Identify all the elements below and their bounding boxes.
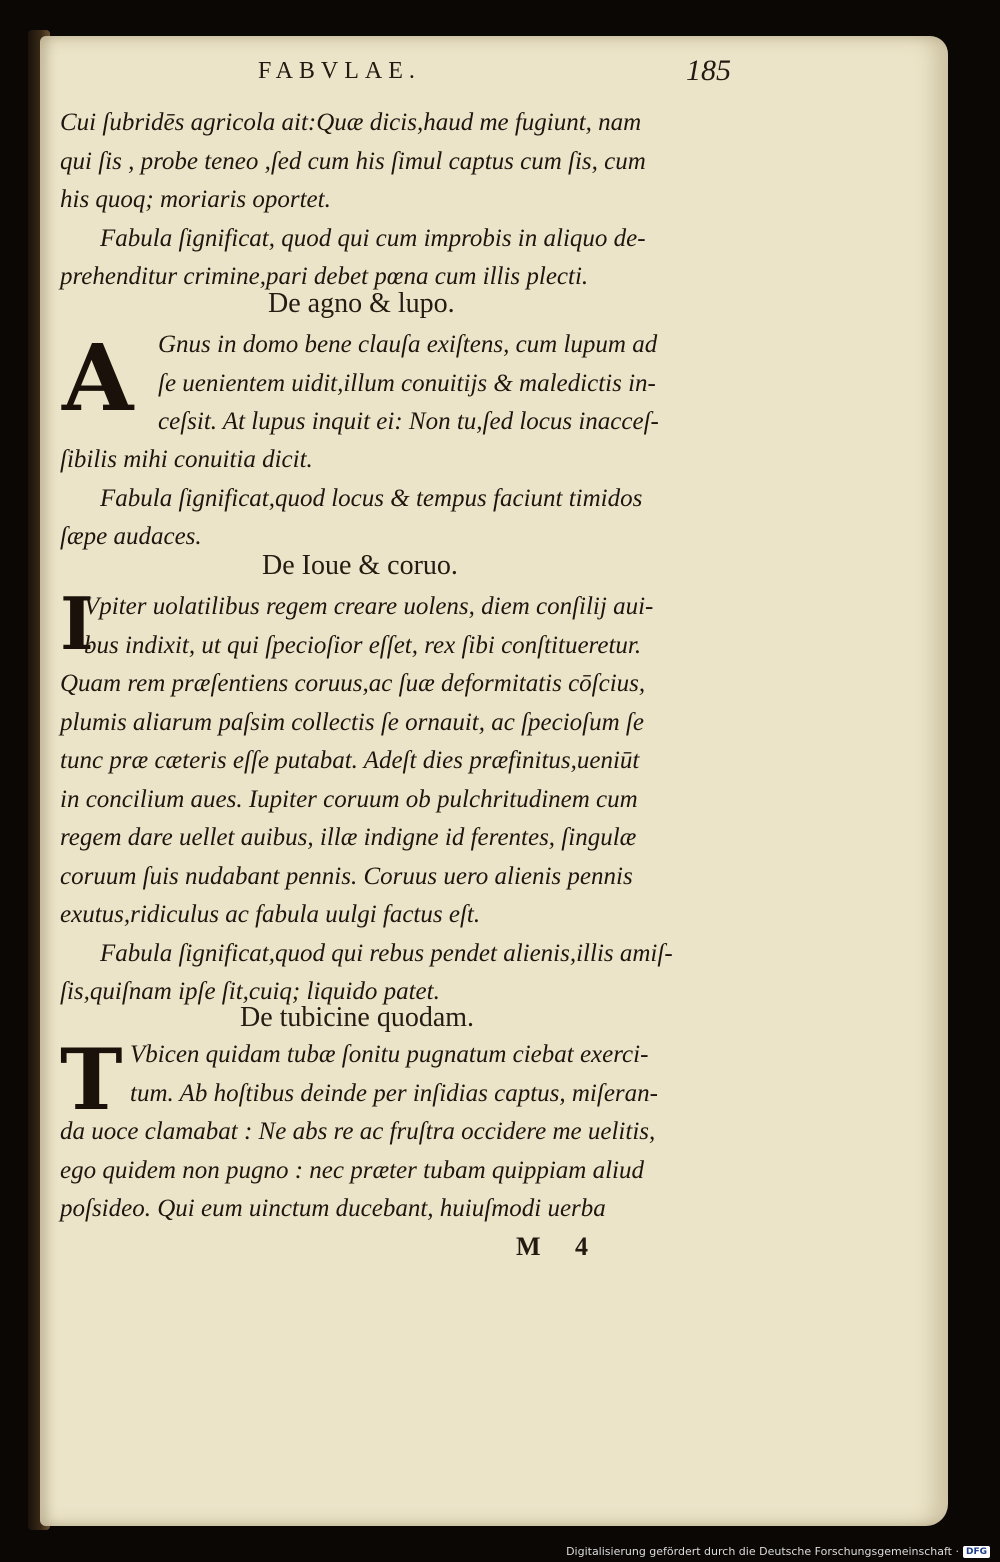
text-block-tubicine-indented [130, 1036, 726, 1113]
text-line-moral: Fabula ſignificat, quod qui cum improbis in aliquo de- [100, 224, 646, 252]
text-block-ioue [60, 665, 726, 1012]
text-line-moral: Fabula ſignificat,quod qui rebus pendet alienis,illis amiſ- [100, 939, 673, 967]
text-line-moral: Fabula ſignificat,quod locus & tempus faciunt timidos [100, 484, 643, 512]
footer-text: Digitalisierung gefördert durch die Deutsche Forschungsgemeinschaft · [566, 1545, 959, 1558]
text-line: Gnus in domo bene clauſa exiſtens, cum lupum ad [158, 331, 658, 358]
text-block-agno-indented [158, 326, 726, 442]
text-line: qui ſis , probe teneo ,ſed cum his ſimul captus cum ſis, cum [60, 147, 646, 175]
dropcap-a: A [62, 324, 134, 432]
text-block-intro [60, 104, 726, 297]
text-line: in concilium aues. Iupiter coruum ob pulchritudinem cum [60, 785, 638, 813]
dropcap-t: T [60, 1030, 123, 1129]
text-line: da uoce clamabat : Ne abs re ac fruſtra occidere me uelitis, [60, 1118, 656, 1145]
running-head: FABVLAE. [258, 58, 421, 84]
text-block-ioue-indented [84, 588, 726, 665]
text-line: plumis aliarum paſsim collectis ſe ornauit, ac ſpecioſum ſe [60, 708, 644, 736]
digitization-credit [566, 1545, 990, 1558]
text-block-tubicine [60, 1113, 726, 1229]
text-line: Vbicen quidam tubæ ſonitu pugnatum ciebat exerci- [130, 1041, 649, 1068]
text-line: Cui ſubridēs agricola ait:Quæ dicis,haud me fugiunt, nam [60, 109, 642, 136]
text-line: Quam rem præſentiens coruus,ac ſuæ deformitatis cōſcius, [60, 670, 646, 697]
text-line: ſæpe audaces. [60, 523, 202, 550]
fable-title-ioue: De Ioue & coruo. [262, 550, 458, 581]
signature-mark: M 4 [516, 1232, 589, 1261]
text-line: Vpiter uolatilibus regem creare uolens, diem conſilij aui- [84, 593, 654, 620]
text-line: ſe uenientem uidit,illum conuitijs & maledictis in- [158, 369, 656, 397]
text-line: his quoq; moriaris oportet. [60, 186, 331, 213]
dropcap-i: I [60, 581, 94, 666]
text-line: tunc præ cæteris eſſe putabat. Adeſt dies præfinitus,ueniūt [60, 747, 640, 774]
page-number: 185 [686, 54, 731, 87]
text-line: regem dare uellet auibus, illæ indigne id ferentes, ſingulæ [60, 824, 637, 851]
fable-title-agno: De agno & lupo. [268, 288, 455, 319]
fable-title-tubicine: De tubicine quodam. [240, 1002, 475, 1033]
text-line: poſsideo. Qui eum uinctum ducebant, huiuſmodi uerba [60, 1195, 606, 1222]
text-line: ſibilis mihi conuitia dicit. [60, 446, 313, 473]
text-line: ego quidem non pugno : nec præter tubam quippiam aliud [60, 1156, 644, 1184]
text-line: ceſsit. At lupus inquit ei: Non tu,ſed locus inacceſ- [158, 408, 659, 435]
text-line: prehenditur crimine,pari debet pœna cum illis plecti. [60, 263, 589, 290]
text-line: coruum ſuis nudabant pennis. Coruus uero alienis pennis [60, 862, 633, 890]
text-line: tum. Ab hoſtibus deinde per inſidias captus, miſeran- [130, 1079, 658, 1107]
text-line: exutus,ridiculus ac fabula uulgi factus eſt. [60, 901, 481, 928]
text-line: ſis,quiſnam ipſe ſit,cuiq; liquido patet. [60, 978, 440, 1005]
dfg-logo: DFG [963, 1546, 990, 1558]
text-line: bus indixit, ut qui ſpecioſior eſſet, rex ſibi conſtitueretur. [84, 631, 642, 659]
text-block-agno [60, 441, 726, 557]
